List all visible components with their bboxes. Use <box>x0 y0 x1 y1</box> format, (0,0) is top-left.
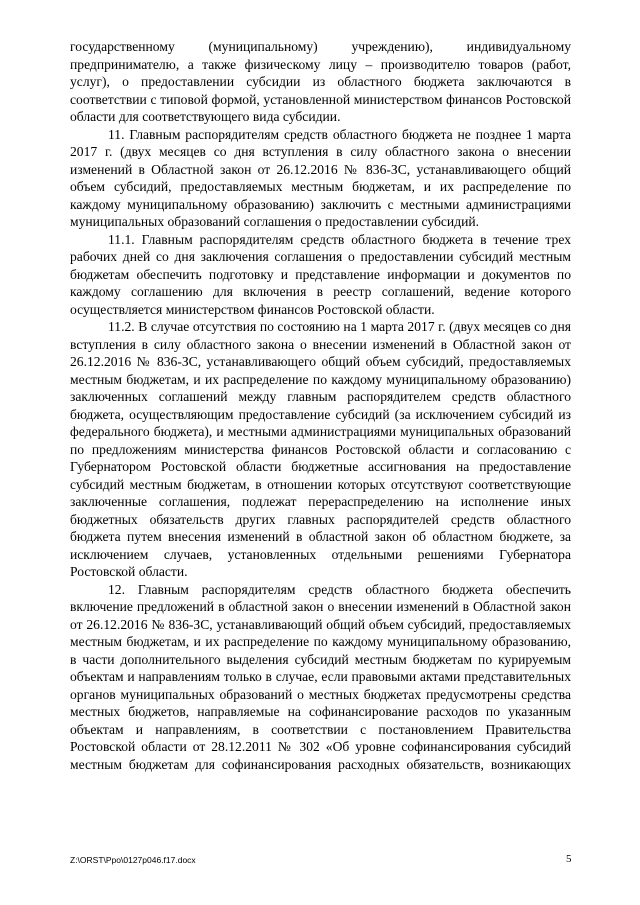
paragraph-10-continuation: государственному (муниципальному) учреждению), индивидуальному предпринимателю, а также физическому лицу – производителю товаров (работ, услуг), о предоставлении субсидии из областного бюджета заключаются в соответствии с типовой формой, установленной министерством финансов Ростовской области для соответствующего вида субсидии. <box>70 39 571 124</box>
document-body <box>70 38 571 773</box>
paragraph-11: 11. Главным распорядителям средств областного бюджета не позднее 1 марта 2017 г. (двух месяцев со дня вступления в силу областного закона о внесении изменений в Областной закон от 26.12.2016 № 836-ЗС, устанавливающего общий объем субсидий, предоставляемых местным бюджетам, и их распределение по каждому муниципальному образованию) заключить с местными администрациями муниципальных образований соглашения о предоставлении субсидий. <box>70 126 571 229</box>
paragraph-12: 12. Главным распорядителям средств областного бюджета обеспечить включение предложений в областной закон о внесении изменений в Областной закон от 26.12.2016 № 836-ЗС, устанавливающий общий объем субсидий, предоставляемых местным бюджетам, и их распределение по каждому муниципальному образованию, в части дополнительного выделения субсидий местным бюджетам по курируемым объектам и направлениям только в случае, если правовыми актами представительных органов муниципальных образований о местных бюджетах предусмотрены средства местных бюджетов, направляемые на софинансирование расходов по указанным объектам и направлениям, в соответствии с постановлением Правительства Ростовской области от 28.12.2011 № 302 «Об уровне софинансирования субсидий местным бюджетам для софинансирования расходных обязательств, возникающих <box>70 581 571 772</box>
paragraph-11-1: 11.1. Главным распорядителям средств областного бюджета в течение трех рабочих дней со дня заключения соглашения о предоставлении субсидий местным бюджетам обеспечить подготовку и представление информации и документов по каждому соглашению для включения в реестр соглашений, ведение которого осуществляется министерством финансов Ростовской области. <box>70 231 571 317</box>
footer-file-path: Z:\ORST\Ppo\0127p046.f17.docx <box>70 855 196 865</box>
page-number: 5 <box>566 853 572 865</box>
paragraph-11-2: 11.2. В случае отсутствия по состоянию на 1 марта 2017 г. (двух месяцев со дня вступления в силу областного закона о внесении изменений в Областной закон от 26.12.2016 № 836-ЗС, устанавливающего общий объем субсидий, предоставляемых местным бюджетам, и их распределение по каждому муниципальному образованию) заключенных соглашений между главным распорядителем средств областного бюджета, осуществляющим предоставление субсидий (за исключением субсидий из федерального бюджета), и местными администрациями муниципальных образований по предложениям министерства финансов Ростовской области и согласованию с Губернатором Ростовской области бюджетные ассигнования на предоставление субсидий местным бюджетам, в отношении которых отсутствуют соответствующие заключенные соглашения, подлежат перераспределению на исполнение иных бюджетных обязательств других главных распорядителей средств областного бюджета путем внесения изменений в областной закон об областном бюджете, за исключением случаев, установленных отдельными решениями Губернатора Ростовской области. <box>70 319 571 579</box>
